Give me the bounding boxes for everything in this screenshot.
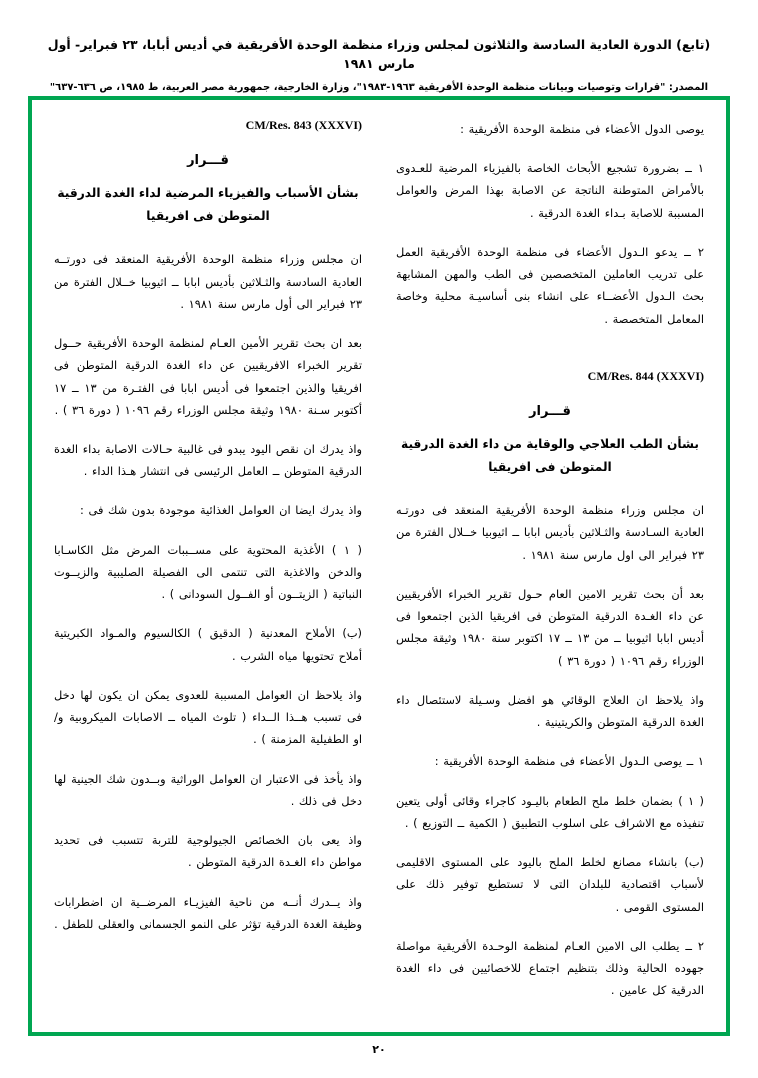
resolution-title: بشأن الأسباب والفيزياء المرضية لداء الغدة الدرقية المتوطن فى افريقيا xyxy=(57,186,359,224)
paragraph: واذ يلاحظ ان العوامل المسببة للعدوى يمكن ان يكون لها دخل فى تسبب هــذا الــداء ( تلوث المياه ــ الاصابات الميكروبية و/ او الطفيلية المزمنة ) . xyxy=(54,687,362,747)
paragraph: واذ يأخذ فى الاعتبار ان العوامل الوراثية وبــدون شك الجينية لها دخل فى ذلك . xyxy=(54,771,362,808)
paragraph: ( ١ ) بضمان خلط ملح الطعام باليـود كاجراء وقائى أولى يتعين تنفيذه مع الاشراف على اسلوب التطبيق ( الكمية ــ التوزيع ) . xyxy=(396,793,704,830)
resolution-id: CM/Res. 843 (XXXVI) xyxy=(245,118,362,132)
resolution-heading: قـــرار xyxy=(529,403,571,419)
paragraph: ١ ــ بضرورة تشجيع الأبحاث الخاصة بالفيزياء المرضية للعـدوى بالأمراض المتوطنة الناتجة عن الاصابة بهذا المرض والعوامل المسببة للاصابة بـداء الغدة الدرقية . xyxy=(396,161,704,220)
paragraph: (ب) الأملاح المعدنية ( الدقيق ) الكالسيوم والمـواد الكبريتية أملاح تحتويها مياه الشرب . xyxy=(54,626,362,663)
paragraph: واذ يــدرك أنــه من ناحية الفيزيـاء المرضــية ان اضطرابات وظيفة الغدة الدرقية تؤثر على النمو الجسمانى والعقلى للطفل . xyxy=(54,894,362,931)
paragraph: ٢ ــ يدعو الـدول الأعضاء فى منظمة الوحدة الأفريقية العمل على تدريب العاملين المتخصصين فى الطب والمهن المشابهة بحث الـدول الأعضــاء على انشاء بنى أساسيـة محلية وخاصة المعامل المتخصصة . xyxy=(396,244,704,326)
paragraph: ٢ ــ يطلب الى الامين العـام لمنظمة الوحـدة الأفريقية مواصلة جهوده الحالية وذلك بتنظيم اجتماع للاخصائيين فى داء الغدة الدرقية كل عامين . xyxy=(396,938,704,998)
spacer xyxy=(396,347,704,369)
right-column xyxy=(396,118,704,1026)
paragraph: ١ ــ يوصى الـدول الأعضاء فى منظمة الوحدة الأفريقية : xyxy=(434,754,704,769)
paragraph: يوصى الدول الأعضاء فى منظمة الوحدة الأفريقية : xyxy=(460,122,704,136)
resolution-heading: قـــرار xyxy=(187,153,229,168)
paragraph: واذ يعى بان الخصائص الجيولوجية للتربة تتسبب فى تحديد مواطن داء الغـدة الدرقية المتوطن . xyxy=(54,833,362,870)
paragraph: ان مجلس وزراء منظمة الوحدة الأفريقية المنعقد فى دورتـه العادية السـادسة والثـلاثين بأديس ابابا ــ اثيوبيا خــلال الفترة من ٢٣ فبراير الى اول مارس سنة ١٩٨١ . xyxy=(396,503,704,562)
resolution-id: CM/Res. 844 (XXXVI) xyxy=(587,368,704,383)
paragraph: (ب) بانشاء مصانع لخلط الملح باليود على المستوى الاقليمى لأسباب اقتصادية للبلدان التى لا تستطيع توفير ذلك على المستوى القومى . xyxy=(396,855,704,914)
paragraph: واذ يدرك ان نقص اليود يبدو فى غالبية حـالات الاصابة بداء الغدة الدرقية المتوطن ــ العامل الرئيسى فى انتشار هـذا الداء . xyxy=(54,441,362,479)
paragraph: واذ يلاحظ ان العلاج الوقائي هو افضل وسـيلة لاستئصال داء الغدة الدرقية المتوطن والكريتينية . xyxy=(396,692,704,730)
paragraph: ان مجلس وزراء منظمة الوحدة الأفريقية المنعقد فى دورتــه العادية السادسة والثـلاثين بأديس ابابا ــ اثيوبيا خــلال الفترة من ٢٣ فبراير الى أول مارس سنة ١٩٨١ . xyxy=(54,252,362,311)
left-column xyxy=(54,118,362,1026)
page-header xyxy=(44,36,714,96)
two-column-body xyxy=(28,96,730,1036)
paragraph: ( ١ ) الأغذية المحتوية على مســببات المرض مثل الكاسـابا والدخن والاغذية التى تنتمى الى الفصيلة الصليبية والزيــوت النباتية ( الزيتــون أو الفــول السودانى ) . xyxy=(54,542,362,602)
paragraph: بعد أن بحث تقرير الامين العام حـول تقرير الخبراء الأفريقيين عن داء الغـدة الدرقية المتوطن فى افريقيا الذين اجتمعوا فى أديس ابابا اثيوبيا ــ من ١٣ ــ ١٧ اكتوبر سنة ١٩٨٠ وثيقة مجلس الوزراء رقم ١٠٩٦ ( دورة ٣٦ ) xyxy=(396,586,704,668)
header-title: (تابع) الدورة العادية السادسة والثلاثون لمجلس وزراء منظمة الوحدة الأفريقية في أديس أبابا، ٢٣ فبراير- أول مارس ١٩٨١ xyxy=(47,37,711,71)
paragraph: بعد ان بحث تقرير الأمين العـام لمنظمة الوحدة الأفريقية حــول تقرير الخبراء الافريقيين عن داء الغدة الدرقية المتوطن فى افريقيا والذين اجتمعوا فى أديس ابابا فى الفتـرة من ١٣ ــ ١٧ أكتوبر سـنة ١٩٨٠ وثيقة مجلس الوزراء رقم ١٠٩٦ ( دورة ٣٦ ) . xyxy=(54,336,362,417)
paragraph: واذ يدرك ايضا ان العوامل الغذائية موجودة بدون شك فى : xyxy=(80,503,362,518)
page-number: ٢٠ xyxy=(372,1043,386,1056)
resolution-title: بشأن الطب العلاجي والوقاية من داء الغدة الدرقية المتوطن فى افريقيا xyxy=(401,436,699,475)
header-source: المصدر: "قرارات وتوصيات وبيانات منظمة الوحدة الأفريقية ١٩٦٣-١٩٨٣"، وزارة الخارجية، جمهورية مصر العربية، ط ١٩٨٥، ص ٦٣٦-٦٣٧" xyxy=(49,81,709,93)
